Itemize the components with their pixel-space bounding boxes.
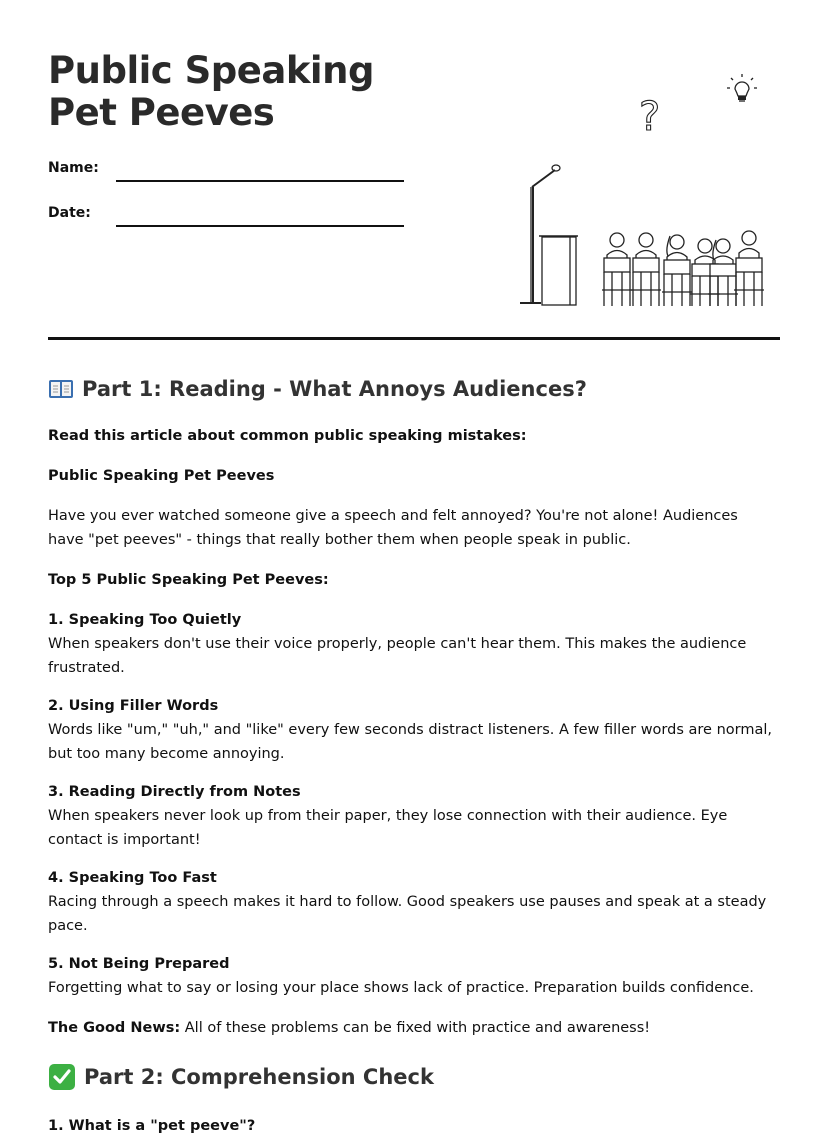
part1-heading-text: Part 1: Reading - What Annoys Audiences? [82, 377, 587, 401]
open-book-icon [48, 378, 74, 400]
part2-heading [48, 1060, 778, 1094]
good-news-label: The Good News: [48, 1020, 181, 1036]
pet-peeve-title: 2. Using Filler Words [48, 698, 219, 714]
lightbulb-icon [727, 74, 757, 101]
pet-peeve-text: When speakers never look up from their paper, they lose connection with their audience. Eye contact is important! [48, 808, 728, 848]
pet-peeve-item [48, 608, 778, 680]
date-label: Date: [48, 205, 91, 221]
pet-peeve-title: 3. Reading Directly from Notes [48, 784, 301, 800]
list-heading: Top 5 Public Speaking Pet Peeves: [48, 572, 329, 588]
header-divider [48, 337, 780, 340]
article-title: Public Speaking Pet Peeves [48, 468, 275, 484]
pet-peeve-text: Racing through a speech makes it hard to follow. Good speakers use pauses and speak at a steady pace. [48, 894, 767, 934]
pet-peeve-item [48, 694, 778, 766]
pet-peeve-text: Forgetting what to say or losing your place shows lack of practice. Preparation builds confidence. [48, 980, 754, 996]
check-mark-button-icon [48, 1063, 76, 1091]
pet-peeve-item [48, 952, 778, 1000]
name-field[interactable] [116, 180, 404, 182]
pet-peeve-text: Words like "um," "uh," and "like" every few seconds distract listeners. A few filler words are normal, but too many become annoying. [48, 722, 772, 762]
article-intro: Have you ever watched someone give a speech and felt annoyed? You're not alone! Audiences have "pet peeves" - things that really bother them when people speak in public. [48, 508, 738, 548]
part2-heading-text: Part 2: Comprehension Check [84, 1065, 434, 1089]
svg-text:?: ? [639, 94, 661, 140]
question-mark-icon [639, 94, 660, 140]
part1-heading [48, 372, 778, 406]
pet-peeve-item [48, 866, 778, 938]
pet-peeve-text: When speakers don't use their voice properly, people can't hear them. This makes the audience frustrated. [48, 636, 747, 676]
page-title: Public Speaking Pet Peeves [48, 49, 374, 134]
reading-instruction: Read this article about common public speaking mistakes: [48, 428, 527, 444]
pet-peeve-title: 5. Not Being Prepared [48, 956, 230, 972]
pet-peeve-title: 4. Speaking Too Fast [48, 870, 217, 886]
good-news [48, 1016, 778, 1040]
public-speaking-illustration [515, 70, 785, 310]
pet-peeve-item [48, 780, 778, 852]
date-field[interactable] [116, 225, 404, 227]
name-label: Name: [48, 160, 99, 176]
podium [539, 236, 578, 305]
question-1: 1. What is a "pet peeve"? [48, 1118, 256, 1134]
good-news-text: All of these problems can be fixed with practice and awareness! [180, 1020, 651, 1036]
audience-people [602, 231, 764, 306]
pet-peeve-title: 1. Speaking Too Quietly [48, 612, 242, 628]
worksheet-content [48, 372, 778, 1138]
